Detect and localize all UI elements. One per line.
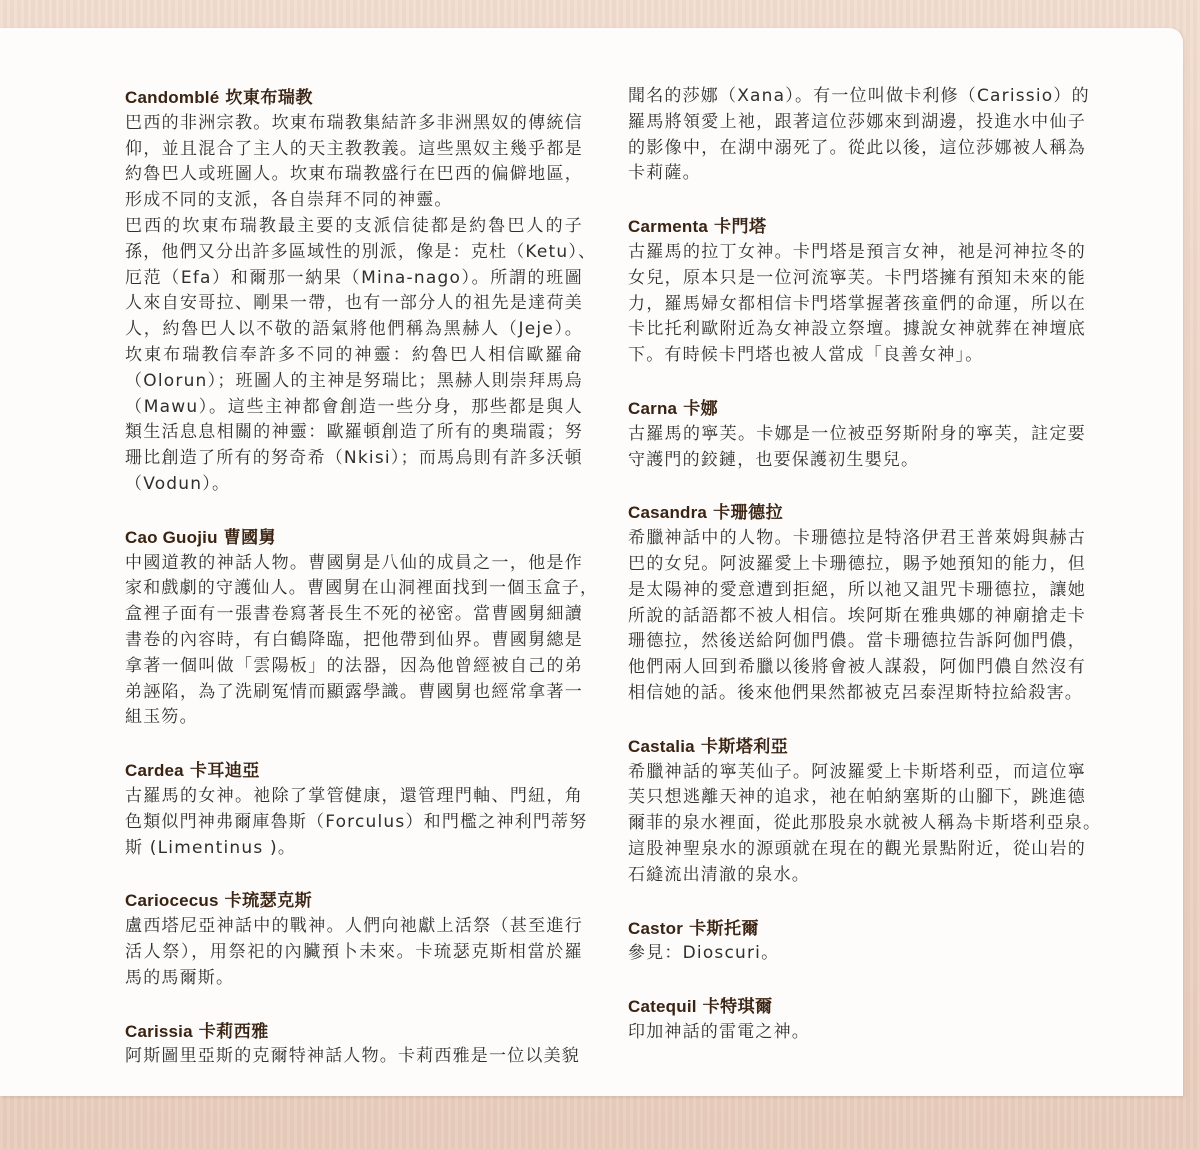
text-line: 孫，他們又分出許多區域性的別派，像是：克杜（Ketu）、 bbox=[125, 241, 597, 262]
entry-heading bbox=[628, 214, 1086, 240]
text-line: 古羅馬的寧芙。卡娜是一位被亞努斯附身的寧芙，註定要 bbox=[628, 423, 1086, 444]
text-line: 人，約魯巴人以不敬的語氣將他們稱為黑赫人（Jeje）。 bbox=[125, 319, 583, 340]
text-line: 厄范（Efa）和爾那一納果（Mina-nago）。所謂的班圖 bbox=[125, 267, 583, 288]
left-column bbox=[125, 85, 599, 1070]
entry-heading bbox=[125, 525, 583, 551]
text-line: 拿著一個叫做「雲陽板」的法器，因為他曾經被自己的弟 bbox=[125, 655, 583, 676]
text-line: 女兒，原本只是一位河流寧芙。卡門塔擁有預知未來的能 bbox=[628, 267, 1086, 288]
entry-heading bbox=[125, 758, 583, 784]
text-line: 人來自安哥拉、剛果一帶，也有一部分人的祖先是達荷美 bbox=[125, 293, 583, 314]
text-line: 類生活息息相關的神靈：歐羅頓創造了所有的奧瑞霞；努 bbox=[125, 422, 583, 443]
entry-term-latin: Castalia bbox=[628, 736, 695, 756]
text-line: 芙只想逃離天神的追求，祂在帕納塞斯的山腳下，跳進德 bbox=[628, 787, 1086, 808]
entry-term-chinese: 卡斯托爾 bbox=[689, 918, 760, 939]
entry-term-latin: Carissia bbox=[125, 1021, 193, 1041]
text-line: 約魯巴人或班圖人。坎東布瑞教盛行在巴西的偏僻地區， bbox=[125, 164, 583, 185]
entry-heading bbox=[125, 888, 583, 914]
text-line: 參見：Dioscuri。 bbox=[628, 943, 780, 964]
entry-body bbox=[125, 914, 583, 991]
entry-paragraph bbox=[628, 760, 1102, 889]
entry-body bbox=[125, 551, 599, 732]
entry-term-chinese: 卡耳迪亞 bbox=[189, 761, 260, 782]
text-line: 書卷的內容時，有白鶴降臨，把他帶到仙界。曹國舅總是 bbox=[125, 629, 583, 650]
text-line: 中國道教的神話人物。曹國舅是八仙的成員之一，他是作 bbox=[125, 552, 583, 573]
entry-heading bbox=[125, 85, 583, 111]
text-line: 仰，並且混合了主人的天主教教義。這些黑奴主幾乎都是 bbox=[125, 138, 583, 159]
right-column-entries bbox=[628, 214, 1102, 1046]
entry-paragraph bbox=[628, 1020, 1086, 1046]
text-line: 巴西的坎東布瑞教最主要的支派信徒都是約魯巴人的子 bbox=[125, 215, 583, 236]
entry-paragraph bbox=[628, 422, 1086, 474]
entry-term-chinese: 卡琉瑟克斯 bbox=[224, 891, 313, 912]
entry-body bbox=[628, 526, 1086, 707]
entry-body bbox=[628, 760, 1102, 889]
dictionary-entry bbox=[628, 734, 1102, 889]
text-line: 古羅馬的女神。祂除了掌管健康，還管理門軸、門紐，角 bbox=[125, 785, 583, 806]
entry-term-chinese: 卡娜 bbox=[683, 398, 719, 419]
right-column bbox=[628, 84, 1102, 1046]
entry-body bbox=[125, 1044, 583, 1070]
text-line: 卡比托利歐附近為女神設立祭壇。據說女神就葬在神壇底 bbox=[628, 319, 1086, 340]
dictionary-entry bbox=[125, 525, 599, 731]
dictionary-entry bbox=[125, 758, 588, 861]
text-line: 他們兩人回到希臘以後將會被人謀殺，阿伽門儂自然沒有 bbox=[628, 657, 1086, 678]
dictionary-entry bbox=[628, 396, 1086, 473]
entry-term-chinese: 卡門塔 bbox=[714, 217, 767, 238]
entry-term-chinese: 卡珊德拉 bbox=[713, 503, 784, 524]
entry-term-latin: Cao Guojiu bbox=[125, 527, 218, 547]
text-line: 弟誣陷，為了洗刷冤情而顯露學識。曹國舅也經常拿著一 bbox=[125, 681, 583, 702]
entry-paragraph bbox=[628, 526, 1086, 707]
entry-term-chinese: 卡特琪爾 bbox=[702, 997, 773, 1018]
text-line: 卡莉薩。 bbox=[628, 163, 701, 184]
text-line: 組玉笏。 bbox=[125, 707, 198, 728]
text-line: 活人祭），用祭祀的內臟預卜未來。卡琉瑟克斯相當於羅 bbox=[125, 941, 583, 962]
text-line: 珊比創造了所有的努奇希（Nkisi）；而馬烏則有許多沃頓 bbox=[125, 448, 583, 469]
text-line: 所說的話語都不被人相信。埃阿斯在雅典娜的神廟搶走卡 bbox=[628, 605, 1086, 626]
entry-paragraph bbox=[628, 84, 1090, 187]
entry-paragraph bbox=[125, 914, 583, 991]
book-page bbox=[0, 28, 1183, 1096]
text-line: 盒裡子面有一張書卷寫著長生不死的祕密。當曹國舅細讀 bbox=[125, 604, 583, 625]
text-line: 形成不同的支派，各自崇拜不同的神靈。 bbox=[125, 190, 453, 211]
text-line: 這股神聖泉水的源頭就在現在的觀光景點附近，從山岩的 bbox=[628, 838, 1086, 859]
text-line: （Mawu）。這些主神都會創造一些分身，那些都是與人 bbox=[125, 396, 583, 417]
entry-term-latin: Carna bbox=[628, 398, 678, 418]
entry-term-chinese: 卡莉西雅 bbox=[198, 1021, 269, 1042]
text-line: 巴的女兒。阿波羅愛上卡珊德拉，賜予她預知的能力，但 bbox=[628, 553, 1086, 574]
entry-heading bbox=[628, 500, 1086, 526]
entry-body bbox=[628, 941, 1086, 967]
entry-body bbox=[125, 784, 588, 861]
text-line: 希臘神話的寧芙仙子。阿波羅愛上卡斯塔利亞，而這位寧 bbox=[628, 761, 1086, 782]
text-line: 色類似門神弗爾庫魯斯（Forculus）和門檻之神利門蒂努 bbox=[125, 811, 588, 832]
text-line: 下。有時候卡門塔也被人當成「良善女神」。 bbox=[628, 345, 984, 366]
entry-paragraph bbox=[628, 240, 1086, 369]
text-line: 印加神話的雷電之神。 bbox=[628, 1021, 810, 1042]
entry-term-latin: Casandra bbox=[628, 503, 708, 523]
dictionary-entry bbox=[125, 85, 597, 498]
entry-heading bbox=[125, 1019, 583, 1045]
text-line: 爾菲的泉水裡面，從此那股泉水就被人稱為卡斯塔利亞泉。 bbox=[628, 813, 1102, 834]
text-line: 石縫流出清澈的泉水。 bbox=[628, 864, 810, 885]
text-line: 盧西塔尼亞神話中的戰神。人們向祂獻上活祭（甚至進行 bbox=[125, 916, 583, 937]
entry-heading bbox=[628, 916, 1086, 942]
entry-term-latin: Candomblé bbox=[125, 88, 220, 107]
text-line: 古羅馬的拉丁女神。卡門塔是預言女神，祂是河神拉冬的 bbox=[628, 241, 1086, 262]
entry-paragraph bbox=[125, 551, 599, 732]
text-line: （Olorun）；班圖人的主神是努瑞比；黑赫人則崇拜馬烏 bbox=[125, 370, 583, 391]
text-line: 坎東布瑞教信奉許多不同的神靈：約魯巴人相信歐羅侖 bbox=[125, 344, 583, 365]
text-line: 珊德拉，然後送給阿伽門儂。當卡珊德拉告訴阿伽門儂， bbox=[628, 631, 1086, 652]
text-line: 巴西的非洲宗教。坎東布瑞教集結許多非洲黑奴的傳統信 bbox=[125, 112, 583, 133]
entry-term-chinese: 曹國舅 bbox=[223, 527, 277, 548]
entry-heading bbox=[628, 994, 1086, 1020]
dictionary-entry bbox=[125, 888, 583, 991]
dictionary-entry bbox=[628, 500, 1086, 706]
entry-paragraph bbox=[125, 784, 588, 861]
text-line: 相信她的話。後來他們果然都被克呂泰涅斯特拉給殺害。 bbox=[628, 682, 1083, 703]
dictionary-entry bbox=[125, 1019, 583, 1071]
entry-body bbox=[628, 240, 1086, 369]
entry-paragraph bbox=[125, 214, 597, 498]
text-line: 力，羅馬婦女都相信卡門塔掌握著孩童們的命運，所以在 bbox=[628, 293, 1086, 314]
text-line: （Vodun）。 bbox=[125, 473, 231, 494]
entry-heading bbox=[628, 396, 1086, 422]
text-line: 馬的馬爾斯。 bbox=[125, 967, 235, 988]
text-line: 守護門的鉸鏈，也要保護初生嬰兒。 bbox=[628, 449, 920, 470]
entry-term-latin: Castor bbox=[628, 918, 684, 938]
text-line: 羅馬將領愛上祂，跟著這位莎娜來到湖邊，投進水中仙子 bbox=[628, 111, 1086, 132]
text-line: 阿斯圖里亞斯的克爾特神話人物。卡莉西雅是一位以美貌 bbox=[125, 1046, 580, 1067]
entry-term-latin: Carmenta bbox=[628, 217, 709, 237]
dictionary-entry bbox=[628, 916, 1086, 968]
entry-term-latin: Cardea bbox=[125, 761, 184, 781]
text-line: 聞名的莎娜（Xana）。有一位叫做卡利修（Carissio）的 bbox=[628, 86, 1090, 106]
text-line: 斯 (Limentinus )。 bbox=[125, 837, 297, 858]
text-line: 希臘神話中的人物。卡珊德拉是特洛伊君王普萊姆與赫古 bbox=[628, 528, 1086, 549]
dictionary-entry bbox=[628, 994, 1086, 1046]
text-line: 是太陽神的愛意遭到拒絕，所以祂又詛咒卡珊德拉，讓她 bbox=[628, 579, 1086, 600]
entry-paragraph bbox=[125, 111, 583, 214]
text-line: 的影像中，在湖中溺死了。從此以後，這位莎娜被人稱為 bbox=[628, 137, 1086, 158]
entry-body bbox=[125, 111, 597, 498]
entry-paragraph bbox=[125, 1044, 583, 1070]
entry-term-chinese: 卡斯塔利亞 bbox=[700, 736, 789, 757]
dictionary-entry bbox=[628, 214, 1086, 369]
text-line: 家和戲劇的守護仙人。曹國舅在山洞裡面找到一個玉盒子， bbox=[125, 578, 599, 599]
entry-term-latin: Cariocecus bbox=[125, 891, 219, 911]
entry-heading bbox=[628, 734, 1086, 760]
entry-term-latin: Catequil bbox=[628, 997, 697, 1017]
entry-paragraph bbox=[628, 941, 1086, 967]
entry-body bbox=[628, 422, 1086, 474]
entry-body bbox=[628, 1020, 1086, 1046]
entry-continuation bbox=[628, 84, 1090, 187]
entry-term-chinese: 坎東布瑞教 bbox=[225, 88, 313, 108]
